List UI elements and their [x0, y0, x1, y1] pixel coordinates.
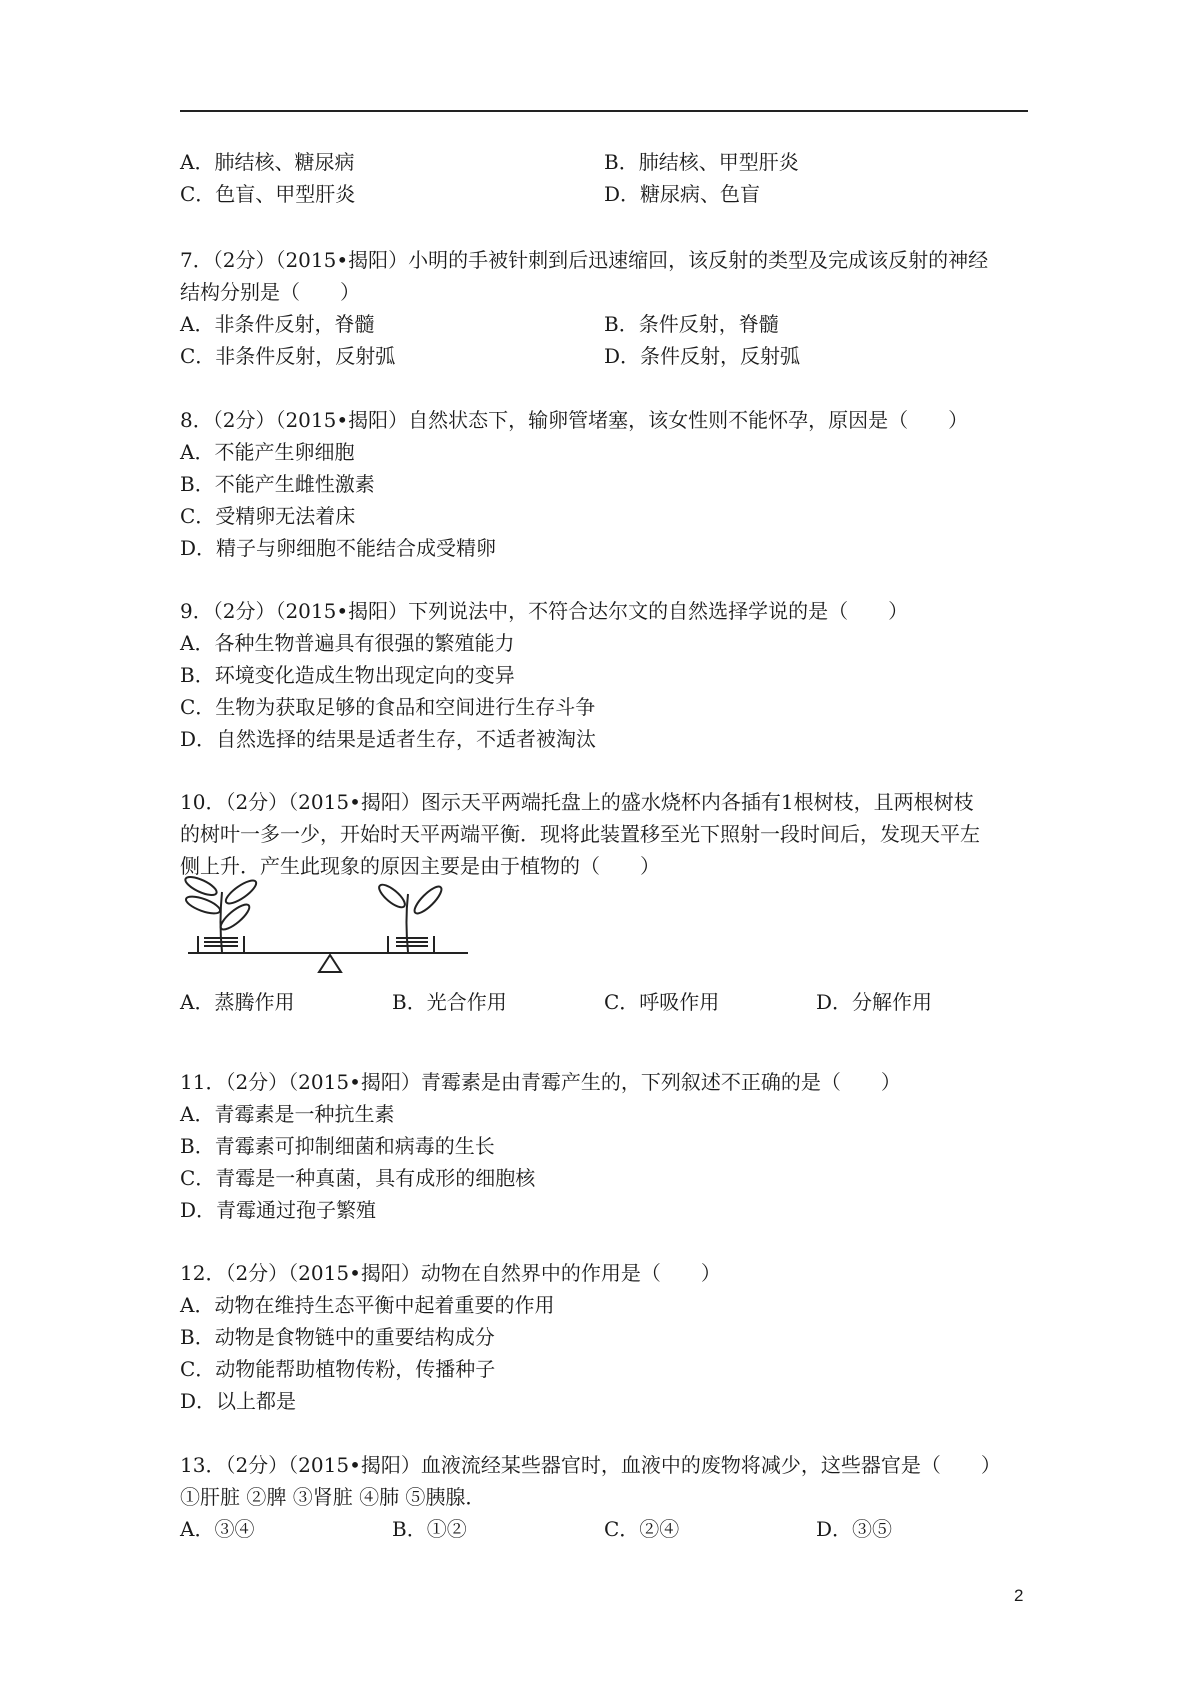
q7-stem-line1: 7．（2分）（2015•揭阳）小明的手被针刺到后迅速缩回，该反射的类型及完成该反射的神经 [180, 248, 989, 272]
q10-option-d: D．分解作用 [816, 990, 933, 1014]
q9-option-b: B．环境变化造成生物出现定向的变异 [180, 663, 515, 687]
q9-option-d: D．自然选择的结果是适者生存，不适者被淘汰 [180, 727, 597, 751]
q7-option-b: B．条件反射，脊髓 [604, 312, 779, 336]
left-leaf-3 [223, 877, 259, 907]
q6-option-c: C．色盲、甲型肝炎 [180, 182, 356, 206]
q13-option-d: D．③⑤ [816, 1517, 893, 1541]
balance-fulcrum [319, 955, 341, 972]
q12-stem: 12．（2分）（2015•揭阳）动物在自然界中的作用是（ ） [180, 1261, 721, 1285]
q10-option-b: B．光合作用 [392, 990, 507, 1014]
q10-option-c: C．呼吸作用 [604, 990, 720, 1014]
page-number: 2 [1014, 1586, 1024, 1605]
q11-option-d: D．青霉通过孢子繁殖 [180, 1198, 377, 1222]
q9-option-c: C．生物为获取足够的食品和空间进行生存斗争 [180, 695, 596, 719]
q10-stem-line2: 的树叶一多一少，开始时天平两端平衡．现将此装置移至光下照射一段时间后，发现天平左 [180, 822, 980, 846]
q11-stem: 11．（2分）（2015•揭阳）青霉素是由青霉产生的，下列叙述不正确的是（ ） [180, 1070, 901, 1094]
q8-option-c: C．受精卵无法着床 [180, 504, 356, 528]
balance-with-branches-figure [184, 872, 474, 974]
right-leaf-1 [376, 881, 408, 911]
q10-stem-line3: 侧上升．产生此现象的原因主要是由于植物的（ ） [180, 854, 660, 878]
q8-option-a: A．不能产生卵细胞 [180, 440, 355, 464]
q13-option-b: B．①② [392, 1517, 467, 1541]
right-leaf-2 [411, 883, 445, 917]
q11-option-c: C．青霉是一种真菌，具有成形的细胞核 [180, 1166, 536, 1190]
q13-stem-line2: ①肝脏 ②脾 ③肾脏 ④肺 ⑤胰腺． [180, 1485, 486, 1509]
left-leaf-1 [184, 873, 219, 898]
q11-option-a: A．青霉素是一种抗生素 [180, 1102, 395, 1126]
q12-option-d: D．以上都是 [180, 1389, 297, 1413]
q6-option-d: D．糖尿病、色盲 [604, 182, 761, 206]
q9-stem: 9．（2分）（2015•揭阳）下列说法中，不符合达尔文的自然选择学说的是（ ） [180, 599, 909, 623]
q13-stem-line1: 13．（2分）（2015•揭阳）血液流经某些器官时，血液中的废物将减少，这些器官是（ ） [180, 1453, 1001, 1477]
left-leaf-2 [184, 893, 222, 917]
q12-option-a: A．动物在维持生态平衡中起着重要的作用 [180, 1293, 555, 1317]
q10-stem-line1: 10．（2分）（2015•揭阳）图示天平两端托盘上的盛水烧杯内各插有1根树枝，且两根树枝 [180, 790, 974, 814]
q7-stem-line2: 结构分别是（ ） [180, 280, 360, 304]
q8-option-b: B．不能产生雌性激素 [180, 472, 375, 496]
right-branch-stem [407, 894, 409, 952]
q12-option-b: B．动物是食物链中的重要结构成分 [180, 1325, 495, 1349]
q8-stem: 8．（2分）（2015•揭阳）自然状态下，输卵管堵塞，该女性则不能怀孕，原因是（ ） [180, 408, 969, 432]
q13-option-c: C．②④ [604, 1517, 680, 1541]
q6-option-b: B．肺结核、甲型肝炎 [604, 150, 799, 174]
q9-option-a: A．各种生物普遍具有很强的繁殖能力 [180, 631, 515, 655]
left-leaf-4 [217, 901, 252, 933]
q7-option-c: C．非条件反射，反射弧 [180, 344, 396, 368]
q7-option-d: D．条件反射，反射弧 [604, 344, 801, 368]
q7-option-a: A．非条件反射，脊髓 [180, 312, 375, 336]
q12-option-c: C．动物能帮助植物传粉，传播种子 [180, 1357, 496, 1381]
q11-option-b: B．青霉素可抑制细菌和病毒的生长 [180, 1134, 495, 1158]
q6-option-a: A．肺结核、糖尿病 [180, 150, 355, 174]
q10-option-a: A．蒸腾作用 [180, 990, 295, 1014]
q8-option-d: D．精子与卵细胞不能结合成受精卵 [180, 536, 497, 560]
header-rule [180, 110, 1028, 112]
q13-option-a: A．③④ [180, 1517, 255, 1541]
